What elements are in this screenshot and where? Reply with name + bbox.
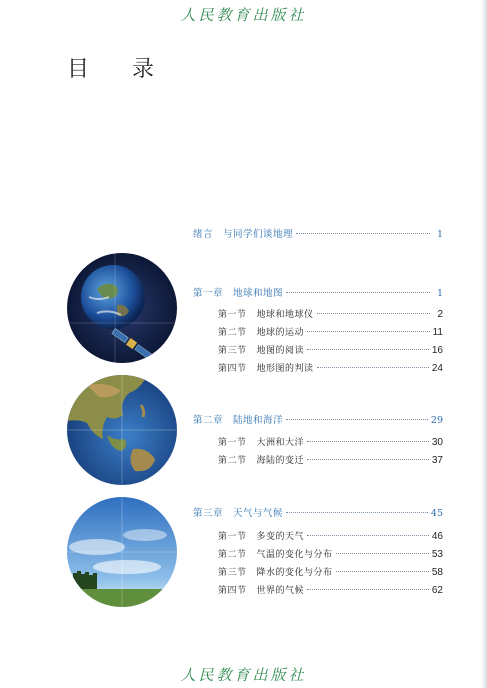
- toc-leader: [317, 313, 430, 314]
- section-title: 地图的阅读: [256, 346, 305, 356]
- toc-leader: [307, 441, 429, 442]
- chapter-title: 天气与气候: [233, 508, 284, 519]
- page-edge-shadow: [481, 0, 487, 688]
- toc-section[interactable]: [218, 529, 443, 542]
- toc-leader: [296, 233, 430, 234]
- section-title: 世界的气候: [256, 586, 305, 596]
- toc-section[interactable]: [218, 307, 443, 320]
- toc-intro-page: 1: [436, 229, 443, 240]
- section-page: 2: [437, 309, 443, 320]
- section-label: 第三节: [218, 568, 247, 578]
- section-page: 58: [431, 567, 443, 578]
- section-label: 第一节: [218, 532, 247, 542]
- section-page: 11: [432, 327, 443, 338]
- chapter-title: 陆地和海洋: [233, 415, 284, 426]
- page-title: 目 录: [67, 57, 172, 82]
- section-label: 第三节: [218, 346, 247, 356]
- toc-intro-label: 绪言: [193, 229, 214, 240]
- toc-section[interactable]: [218, 343, 443, 356]
- toc-intro[interactable]: [193, 226, 443, 240]
- chapter-label: 第一章: [193, 288, 224, 299]
- toc-intro-title: 与同学们谈地理: [223, 229, 294, 240]
- toc-leader: [286, 512, 428, 513]
- toc-leader: [286, 419, 428, 420]
- section-title: 地球的运动: [256, 328, 305, 338]
- section-page: 16: [431, 345, 443, 356]
- toc-chapter-3[interactable]: [193, 505, 443, 519]
- chapter-page: 1: [436, 288, 443, 299]
- section-page: 53: [431, 549, 443, 560]
- toc-leader: [286, 292, 430, 293]
- toc-section[interactable]: [218, 583, 443, 596]
- toc-chapter-1[interactable]: [193, 285, 443, 299]
- toc-leader: [307, 535, 429, 536]
- toc-section[interactable]: [218, 565, 443, 578]
- section-title: 多变的天气: [256, 532, 305, 542]
- toc-leader: [307, 589, 429, 590]
- section-page: 62: [431, 585, 443, 596]
- chapter-label: 第二章: [193, 415, 224, 426]
- sky-globe-image: [67, 497, 177, 607]
- toc-chapter-2[interactable]: [193, 412, 443, 426]
- toc-leader: [307, 349, 429, 350]
- toc-section[interactable]: [218, 435, 443, 448]
- section-title: 海陆的变迁: [256, 456, 305, 466]
- section-page: 37: [431, 455, 443, 466]
- header-publisher: 人民教育出版社: [180, 6, 307, 24]
- toc-leader: [336, 553, 429, 554]
- chapter-page: 29: [430, 415, 443, 426]
- chapter-page: 45: [430, 508, 443, 519]
- section-title: 地球和地球仪: [256, 310, 314, 320]
- section-title: 降水的变化与分布: [256, 568, 333, 578]
- asia-globe-image: [67, 375, 177, 485]
- section-title: 大洲和大洋: [256, 438, 305, 448]
- section-label: 第二节: [218, 328, 247, 338]
- toc-leader: [336, 571, 429, 572]
- section-label: 第四节: [218, 586, 247, 596]
- section-page: 30: [431, 437, 443, 448]
- toc-section[interactable]: [218, 325, 443, 338]
- section-page: 24: [431, 363, 443, 374]
- earth-globe-image: [67, 253, 177, 363]
- toc-section[interactable]: [218, 453, 443, 466]
- section-title: 地形图的判读: [256, 364, 314, 374]
- section-title: 气温的变化与分布: [256, 550, 333, 560]
- toc-leader: [307, 459, 429, 460]
- section-label: 第二节: [218, 456, 247, 466]
- section-label: 第一节: [218, 310, 247, 320]
- footer-publisher: 人民教育出版社: [180, 666, 307, 684]
- chapter-title: 地球和地图: [233, 288, 284, 299]
- toc-leader: [317, 367, 429, 368]
- section-page: 46: [431, 531, 443, 542]
- chapter-label: 第三章: [193, 508, 224, 519]
- section-label: 第四节: [218, 364, 247, 374]
- toc-leader: [307, 331, 430, 332]
- section-label: 第一节: [218, 438, 247, 448]
- toc-section[interactable]: [218, 547, 443, 560]
- toc-section[interactable]: [218, 361, 443, 374]
- section-label: 第二节: [218, 550, 247, 560]
